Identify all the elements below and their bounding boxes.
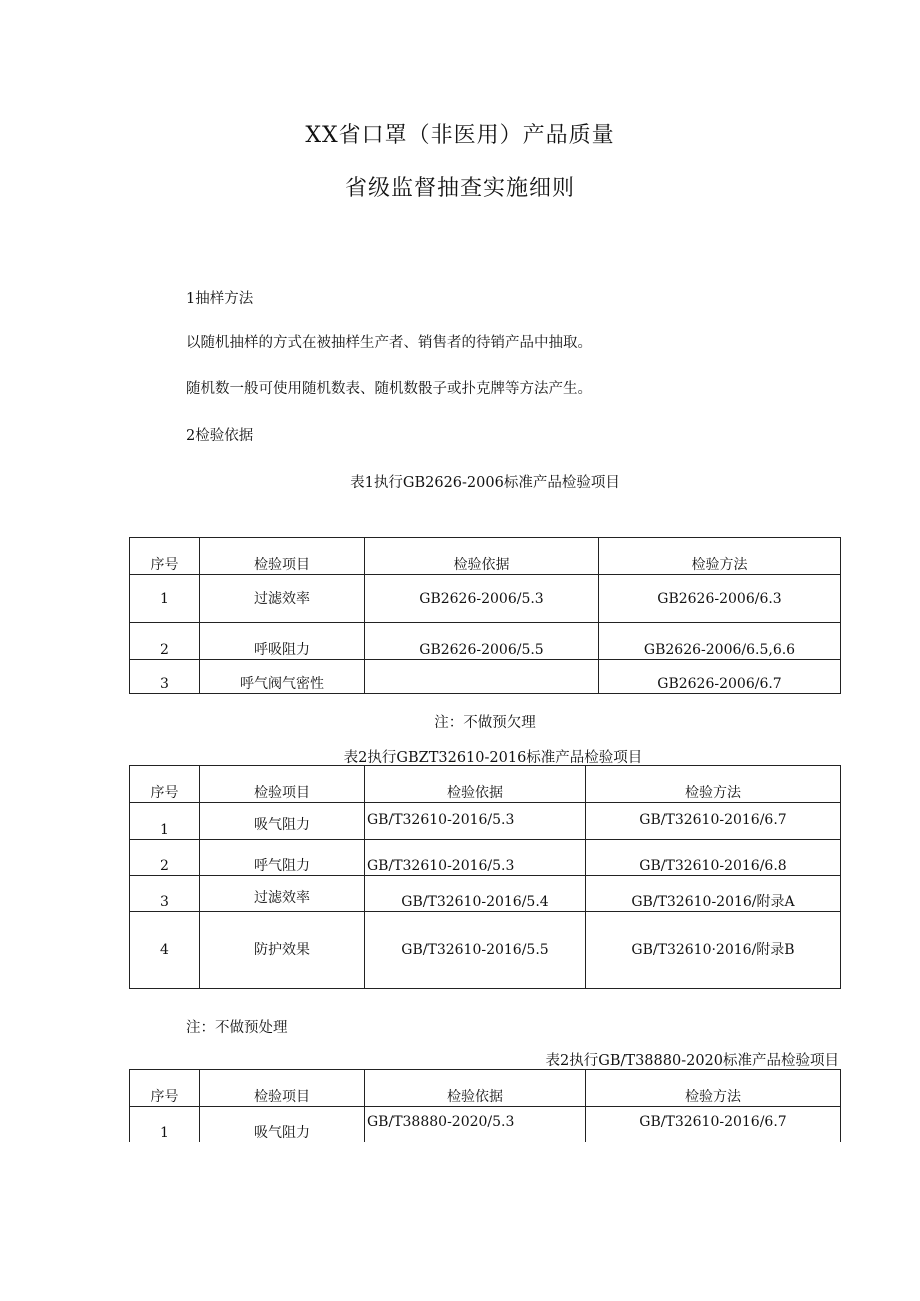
table-2 (129, 765, 841, 989)
table-cell: GB2626-2006/5.5 (365, 623, 599, 660)
table-cell: 过滤效率 (200, 575, 365, 623)
table-cell: GB/T32610-2016/5.3 (365, 840, 586, 876)
table-cell: 1 (130, 575, 200, 623)
section-1-paragraph-1: 以随机抽样的方式在被抽样生产者、销售者的待销产品中抽取。 (186, 335, 592, 351)
header-cell: 序号 (130, 538, 200, 575)
table-cell: GB2626-2006/6.3 (599, 575, 841, 623)
header-cell: 检验方法 (586, 1070, 841, 1107)
table-cell: 4 (130, 912, 200, 989)
header-cell: 序号 (130, 766, 200, 803)
table-cell: GB2626-2006/6.5,6.6 (599, 623, 841, 660)
table-row (130, 840, 841, 876)
table-header-row (130, 1070, 841, 1107)
section-1-heading: 1抽样方法 (186, 291, 254, 307)
table-1-caption: 表1执行GB2626-2006标准产品检验项目 (350, 475, 620, 491)
table-cell: 1 (130, 1107, 200, 1142)
section-2-heading: 2检验依据 (186, 428, 254, 444)
table-row (130, 623, 841, 660)
header-cell: 检验方法 (599, 538, 841, 575)
table-cell: 1 (130, 803, 200, 840)
table-cell: 2 (130, 623, 200, 660)
table-cell: 呼吸阻力 (200, 623, 365, 660)
table-cell: 3 (130, 876, 200, 912)
header-cell: 序号 (130, 1070, 200, 1107)
table-2-caption: 表2执行GBZT32610-2016标准产品检验项目 (343, 750, 643, 766)
table-1-note: 注：不做预欠理 (434, 715, 536, 731)
table-header-row (130, 538, 841, 575)
table-1 (129, 537, 841, 694)
table-3-caption: 表2执行GB/T38880-2020标准产品检验项目 (545, 1053, 839, 1069)
table-3 (129, 1069, 841, 1142)
table-cell (365, 660, 599, 694)
table-cell: 过滤效率 (200, 876, 365, 912)
table-header-row (130, 766, 841, 803)
table-cell: 3 (130, 660, 200, 694)
table-cell: GB/T38880-2020/5.3 (365, 1107, 586, 1142)
table-row (130, 575, 841, 623)
document-subtitle: 省级监督抽查实施细则 (344, 176, 575, 201)
table-cell: GB/T32610-2016/6.7 (586, 803, 841, 840)
table-cell: 吸气阻力 (200, 1107, 365, 1142)
table-cell: 呼气阻力 (200, 840, 365, 876)
header-cell: 检验方法 (586, 766, 841, 803)
table-cell: 吸气阻力 (200, 803, 365, 840)
header-cell: 检验依据 (365, 766, 586, 803)
header-cell: 检验项目 (200, 538, 365, 575)
header-cell: 检验依据 (365, 538, 599, 575)
table-cell: GB/T32610-2016/6.8 (586, 840, 841, 876)
header-cell: 检验依据 (365, 1070, 586, 1107)
section-1-paragraph-2: 随机数一般可使用随机数表、随机数骰子或扑克牌等方法产生。 (186, 381, 592, 397)
table-row (130, 876, 841, 912)
table-cell: GB/T32610-2016/5.3 (365, 803, 586, 840)
table-cell: GB/T32610-2016/5.4 (365, 876, 586, 912)
table-row (130, 912, 841, 989)
table-cell: 2 (130, 840, 200, 876)
table-cell: GB/T32610-2016/5.5 (365, 912, 586, 989)
table-cell: 防护效果 (200, 912, 365, 989)
table-2-note: 注：不做预处理 (186, 1020, 288, 1036)
table-cell: GB/T32610-2016/附录A (586, 876, 841, 912)
table-row (130, 660, 841, 694)
table-cell: 呼气阀气密性 (200, 660, 365, 694)
table-row (130, 803, 841, 840)
table-row (130, 1107, 841, 1142)
header-cell: 检验项目 (200, 1070, 365, 1107)
header-cell: 检验项目 (200, 766, 365, 803)
document-title: XX省口罩（非医用）产品质量 (305, 123, 615, 148)
table-cell: GB/T32610-2016/6.7 (586, 1107, 841, 1142)
table-cell: GB2626-2006/5.3 (365, 575, 599, 623)
table-cell: GB/T32610·2016/附录B (586, 912, 841, 989)
table-cell: GB2626-2006/6.7 (599, 660, 841, 694)
